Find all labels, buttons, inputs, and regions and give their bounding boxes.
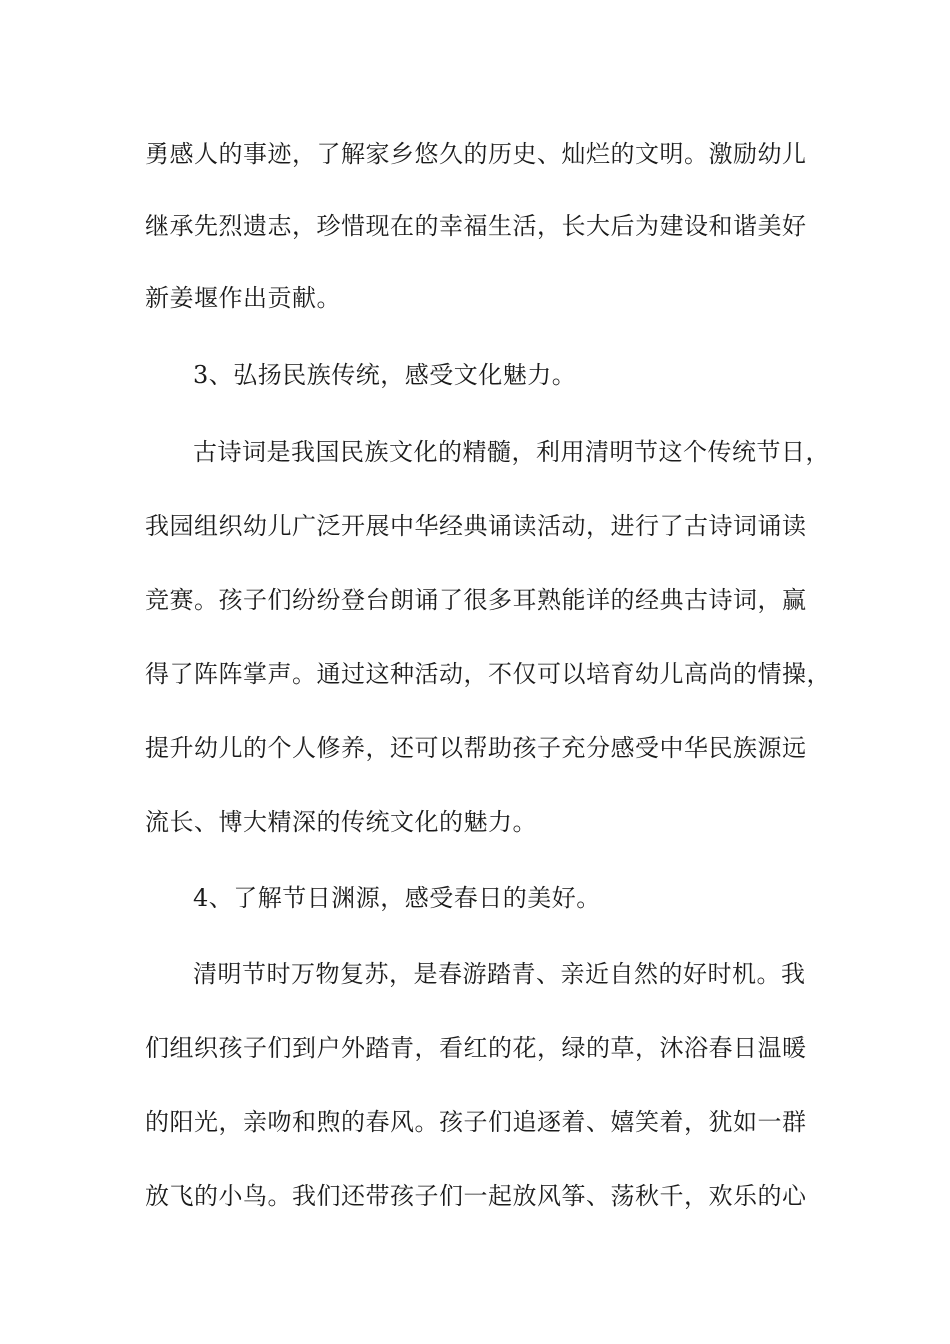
paragraph-line: 继承先烈遗志，珍惜现在的幸福生活，长大后为建设和谐美好: [145, 212, 807, 240]
paragraph-line: 的阳光，亲吻和煦的春风。孩子们追逐着、嬉笑着，犹如一群: [145, 1108, 807, 1136]
paragraph-line: 放飞的小鸟。我们还带孩子们一起放风筝、荡秋千，欢乐的心: [145, 1182, 807, 1210]
paragraph-line: 清明节时万物复苏，是春游踏青、亲近自然的好时机。我: [193, 960, 806, 988]
section-heading: 4、了解节日渊源，感受春日的美好。: [193, 884, 601, 912]
section-heading: 3、弘扬民族传统，感受文化魅力。: [193, 361, 577, 389]
paragraph-line: 们组织孩子们到户外踏青，看红的花，绿的草，沐浴春日温暖: [145, 1034, 807, 1062]
paragraph-line: 竞赛。孩子们纷纷登台朗诵了很多耳熟能详的经典古诗词，赢: [145, 586, 807, 614]
paragraph-line: 新姜堰作出贡献。: [145, 284, 341, 312]
paragraph-line: 古诗词是我国民族文化的精髓，利用清明节这个传统节日，: [193, 438, 830, 466]
paragraph-line: 勇感人的事迹，了解家乡悠久的历史、灿烂的文明。激励幼儿: [145, 140, 807, 168]
paragraph-line: 得了阵阵掌声。通过这种活动，不仅可以培育幼儿高尚的情操，: [145, 660, 831, 688]
paragraph-line: 流长、博大精深的传统文化的魅力。: [145, 808, 537, 836]
paragraph-line: 我园组织幼儿广泛开展中华经典诵读活动，进行了古诗词诵读: [145, 512, 807, 540]
paragraph-line: 提升幼儿的个人修养，还可以帮助孩子充分感受中华民族源远: [145, 734, 807, 762]
